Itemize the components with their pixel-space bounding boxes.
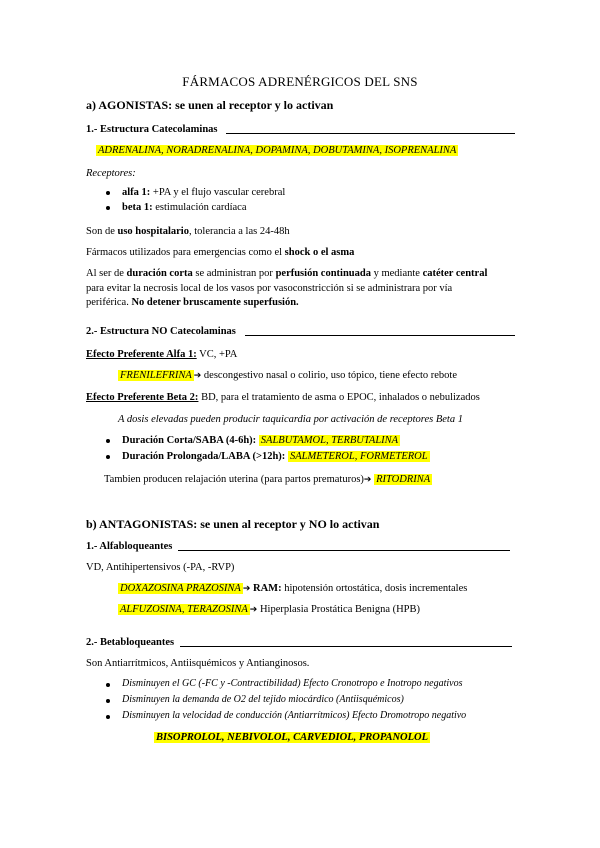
- alfuzosina-drug: ALFUZOSINA, TERAZOSINA: [120, 604, 248, 615]
- item-label: Duración Corta/SABA (4-6h):: [122, 435, 257, 446]
- text-bold: perfusión continuada: [275, 268, 371, 279]
- text: Fármacos utilizados para emergencias como el: [86, 247, 285, 258]
- alfuzosina-line: [118, 603, 420, 616]
- receptor-alfa1: [122, 186, 285, 199]
- text: Al ser de: [86, 268, 127, 279]
- fenilefrina-line: [118, 369, 457, 382]
- beta2-line: [86, 391, 480, 404]
- receptor-desc: +PA y el flujo vascular cerebral: [150, 187, 286, 198]
- text: y mediante: [370, 268, 423, 279]
- betabloqueantes-drugs-line: [154, 731, 430, 744]
- beta2-label: Efecto Preferente Beta 2:: [86, 392, 199, 403]
- saba-item: [122, 434, 400, 447]
- text-bold: uso hospitalario: [117, 226, 189, 237]
- receptor-desc: estimulación cardíaca: [152, 202, 247, 213]
- receptores-label: Receptores:: [86, 168, 136, 179]
- alfabloqueantes-desc: VD, Antihipertensivos (-PA, -RVP): [86, 562, 235, 573]
- laba-item: [122, 450, 430, 463]
- text: Tambien producen relajación uterina (para partos prematuros): [104, 474, 364, 485]
- receptor-name: beta 1:: [122, 202, 153, 213]
- text: Hiperplasia Prostática Benigna (HPB): [257, 604, 421, 615]
- antagonistas-heading: b) ANTAGONISTAS: se unen al receptor y NO lo activan: [86, 517, 380, 531]
- text-bold: No detener bruscamente superfusión.: [131, 297, 299, 308]
- bullet-icon: [106, 683, 110, 687]
- duracion-line-1: [86, 267, 487, 280]
- text: Son de: [86, 226, 118, 237]
- text-bold: catéter central: [422, 268, 488, 279]
- no-catecolaminas-heading: 2.- Estructura NO Catecolaminas: [86, 326, 236, 337]
- ram-label: RAM:: [253, 583, 282, 594]
- bullet-icon: [106, 206, 110, 210]
- emergencias-line: [86, 246, 354, 259]
- betabloqueantes-desc: Son Antiarrítmicos, Antiisquémicos y Antianginosos.: [86, 658, 310, 669]
- text: descongestivo nasal o colirio, uso tópico, tiene efecto rebote: [201, 370, 458, 381]
- ritodrina-drug: RITODRINA: [376, 474, 431, 485]
- bullet-icon: [106, 191, 110, 195]
- receptor-name: alfa 1:: [122, 187, 151, 198]
- betabloqueantes-rule: [180, 646, 512, 647]
- utero-line: [104, 473, 432, 486]
- catecolaminas-drugs: ADRENALINA, NORADRENALINA, DOPAMINA, DOBUTAMINA, ISOPRENALINA: [98, 145, 457, 156]
- text: se administran por: [192, 268, 276, 279]
- bullet-icon: [106, 699, 110, 703]
- betabloq-item-1: Disminuyen el GC (-FC y -Contractibilidad) Efecto Cronotropo e Inotropo negativos: [122, 678, 463, 689]
- text: periférica.: [86, 297, 132, 308]
- catecolaminas-heading: 1.- Estructura Catecolaminas: [86, 124, 218, 135]
- text: BD, para el tratamiento de asma o EPOC, inhalados o nebulizados: [198, 392, 480, 403]
- bullet-icon: [106, 455, 110, 459]
- betabloq-item-3: Disminuyen la velocidad de conducción (Antiarrítmicos) Efecto Dromotropo negativo: [122, 710, 467, 721]
- betabloq-item-2: Disminuyen la demanda de O2 del tejido miocárdico (Antiisquémicos): [122, 694, 404, 705]
- betabloqueantes-drugs: BISOPROLOL, NEBIVOLOL, CARVEDIOL, PROPANOLOL: [156, 732, 429, 743]
- bullet-icon: [106, 715, 110, 719]
- alfa1-label: Efecto Preferente Alfa 1:: [86, 349, 197, 360]
- doxazosina-drug: DOXAZOSINA PRAZOSINA: [120, 583, 241, 594]
- bullet-icon: [106, 439, 110, 443]
- text: , tolerancia a las 24-48h: [188, 226, 290, 237]
- receptor-beta1: [122, 201, 247, 214]
- doxazosina-line: [118, 582, 467, 595]
- catecolaminas-rule: [226, 133, 515, 134]
- duracion-line-3: [86, 296, 299, 309]
- alfa1-line: [86, 348, 237, 361]
- right-arrow-icon: ➔: [249, 605, 258, 615]
- text: VC, +PA: [196, 349, 238, 360]
- catecolaminas-drugs-line: [96, 144, 458, 157]
- no-catecolaminas-rule: [245, 335, 515, 336]
- page-title: FÁRMACOS ADRENÉRGICOS DEL SNS: [182, 74, 418, 89]
- alfabloqueantes-rule: [178, 550, 510, 551]
- right-arrow-icon: ➔: [193, 371, 202, 381]
- betabloqueantes-heading: 2.- Betabloqueantes: [86, 637, 175, 648]
- agonistas-heading: a) AGONISTAS: se unen al receptor y lo activan: [86, 98, 334, 112]
- text-bold: shock o el asma: [284, 247, 355, 258]
- item-drugs: SALBUTAMOL, TERBUTALINA: [260, 435, 399, 446]
- item-label: Duración Prolongada/LABA (>12h):: [122, 451, 286, 462]
- right-arrow-icon: ➔: [363, 475, 372, 485]
- fenilefrina-drug: FRENILEFRINA: [120, 370, 192, 381]
- item-drugs: SALMETEROL, FORMETEROL: [289, 451, 428, 462]
- dosis-note: A dosis elevadas pueden producir taquicardia por activación de receptores Beta 1: [118, 414, 463, 425]
- text: hipotensión ortostática, dosis incrementales: [281, 583, 468, 594]
- right-arrow-icon: ➔: [242, 584, 251, 594]
- uso-hospitalario-line: [86, 225, 290, 238]
- text-bold: duración corta: [126, 268, 193, 279]
- alfabloqueantes-heading: 1.- Alfabloqueantes: [86, 541, 173, 552]
- duracion-line-2: para evitar la necrosis local de los vasos por vasoconstricción si se administrara por vía: [86, 283, 453, 294]
